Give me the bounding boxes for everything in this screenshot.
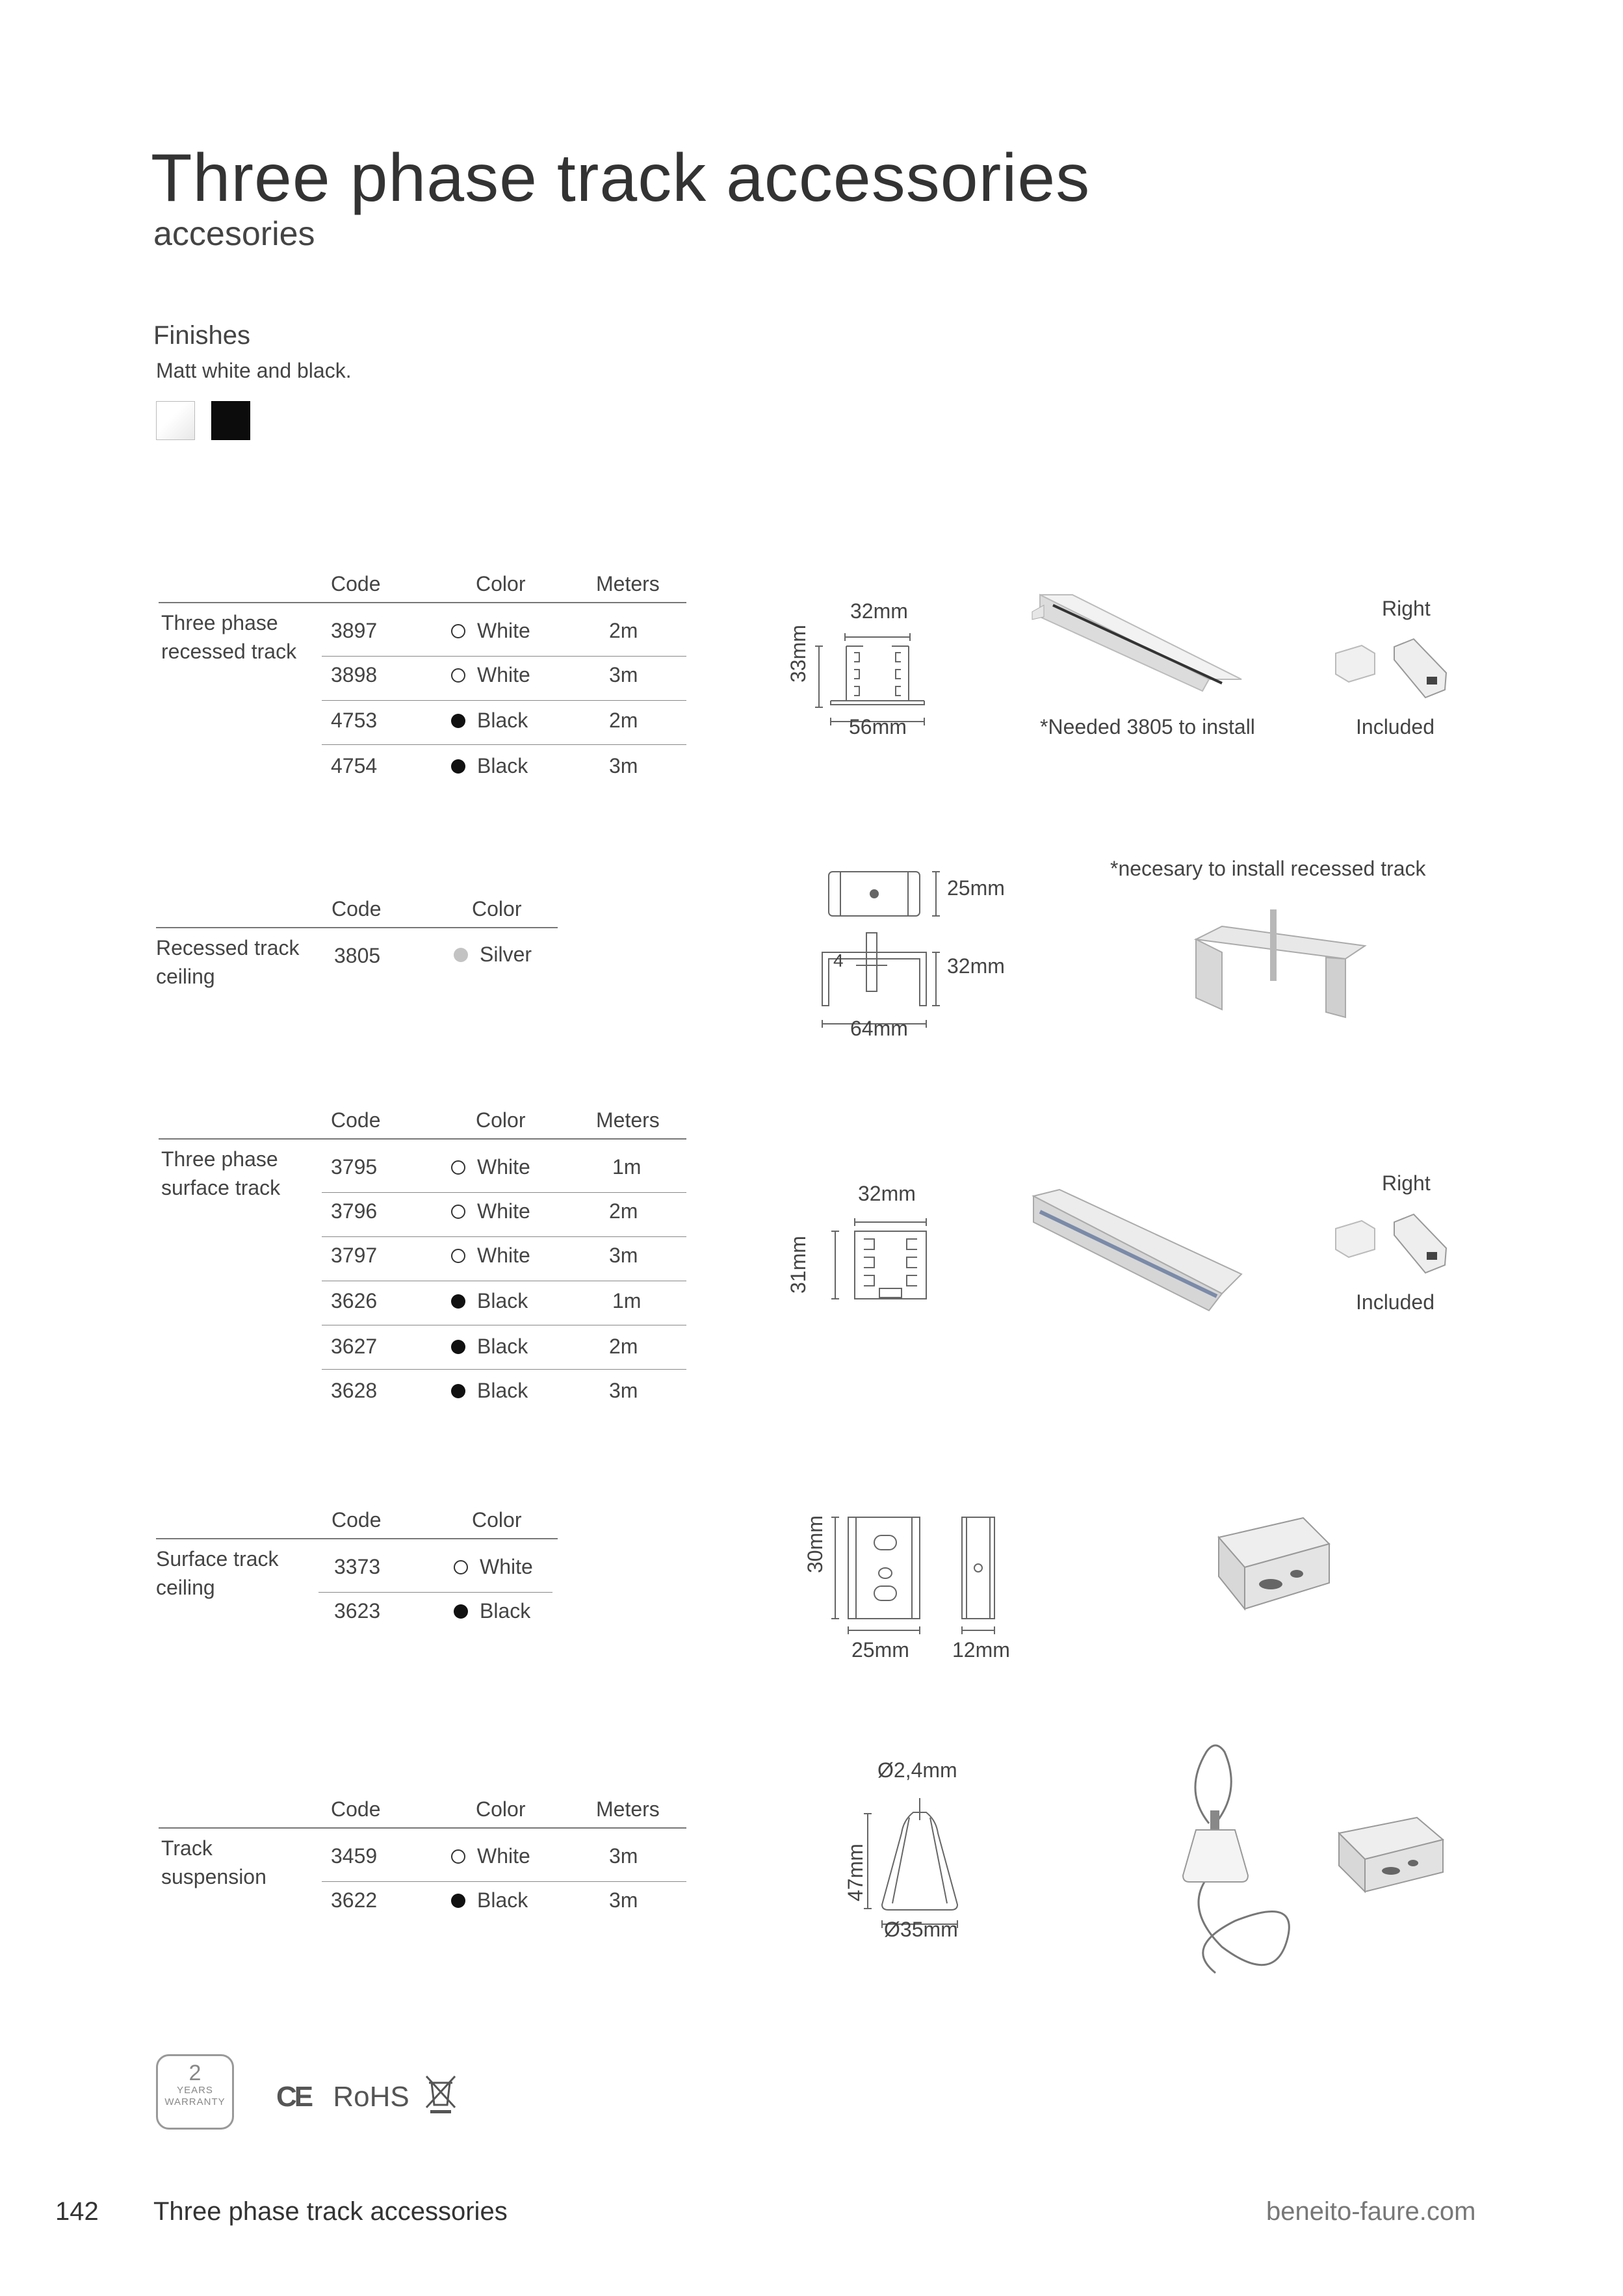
- dim-width: 64mm: [850, 1017, 908, 1040]
- page-number: 142: [55, 2197, 99, 2226]
- page-title: Three phase track accessories: [151, 140, 1091, 216]
- col-header-meters: Meters: [596, 1797, 660, 1821]
- col-header-color: Color: [472, 897, 522, 920]
- white-dot-icon: [454, 1560, 468, 1574]
- table-row: 3623 Black: [334, 1599, 531, 1623]
- silver-dot-icon: [454, 948, 468, 962]
- dim-width-bottom: 56mm: [849, 715, 907, 738]
- dim-height: 31mm: [786, 1236, 810, 1294]
- table-row: 3627 Black 2m: [322, 1325, 686, 1370]
- dim-width-top: 32mm: [850, 599, 908, 623]
- white-dot-icon: [451, 624, 465, 638]
- install-note: *Needed 3805 to install: [1040, 715, 1255, 738]
- surface-ceiling-drawing: [822, 1508, 1024, 1638]
- black-dot-icon: [451, 1384, 465, 1398]
- col-header-meters: Meters: [596, 1108, 660, 1132]
- dim-width: 32mm: [858, 1182, 916, 1205]
- surface-track-table: [159, 1108, 686, 1414]
- install-note: *necesary to install recessed track: [1110, 857, 1426, 880]
- col-header-color: Color: [476, 1797, 526, 1821]
- end-cap-photo: [1329, 634, 1453, 699]
- end-cap-photo: [1329, 1209, 1453, 1274]
- white-dot-icon: [451, 1160, 465, 1175]
- product-name: Track suspension: [161, 1836, 266, 1888]
- finishes-text: Matt white and black.: [156, 359, 352, 382]
- dim-small: 4: [833, 950, 844, 971]
- dim-height: 33mm: [786, 625, 810, 683]
- recessed-track-table: [159, 572, 686, 787]
- table-row: 3459 White 3m: [322, 1829, 686, 1873]
- suspension-table: [159, 1797, 686, 1927]
- dim-height: 47mm: [844, 1844, 867, 1901]
- finishes-heading: Finishes: [153, 321, 250, 350]
- table-row: 3373 White: [318, 1539, 552, 1584]
- suspension-photo: [1144, 1726, 1313, 1999]
- warranty-badge: 2 YEARS WARRANTY: [156, 2054, 234, 2130]
- col-header-color: Color: [472, 1508, 522, 1532]
- col-header-color: Color: [476, 1108, 526, 1132]
- product-name: Three phase surface track: [161, 1147, 281, 1199]
- dim-depth: 25mm: [947, 876, 1005, 900]
- finish-swatch-black: [211, 401, 250, 440]
- col-header-color: Color: [476, 572, 526, 595]
- recessed-ceiling-photo: [1183, 907, 1371, 1024]
- table-row: 4753 Black 2m: [322, 701, 686, 745]
- page-subtitle: accesories: [153, 215, 315, 253]
- certification-marks: [276, 2074, 458, 2114]
- table-row: 3795 White 1m: [322, 1140, 686, 1184]
- end-cap-status: Included: [1356, 715, 1435, 738]
- table-row: 4754 Black 3m: [331, 754, 638, 777]
- white-dot-icon: [451, 1849, 465, 1864]
- dim-width: 25mm: [851, 1638, 909, 1662]
- table-row: 3898 White 3m: [322, 657, 686, 701]
- end-cap-status: Included: [1356, 1290, 1435, 1314]
- table-row: 3628 Black 3m: [331, 1379, 638, 1402]
- dim-height: 32mm: [947, 954, 1005, 978]
- surface-ceiling-table: [156, 1508, 558, 1625]
- table-row: 3622 Black 3m: [331, 1888, 638, 1912]
- weee-bin-icon: [424, 2074, 458, 2114]
- black-dot-icon: [451, 1340, 465, 1354]
- footer-url-link[interactable]: beneito-faure.com: [1266, 2197, 1476, 2226]
- finish-swatch-white: [156, 401, 195, 440]
- dim-wire: Ø2,4mm: [877, 1758, 957, 1782]
- surface-ceiling-photo: [1206, 1511, 1336, 1615]
- product-name: Recessed track ceiling: [156, 936, 300, 988]
- recessed-track-photo: [1027, 588, 1248, 692]
- dim-base: Ø35mm: [884, 1918, 958, 1941]
- footer-title: Three phase track accessories: [153, 2197, 508, 2226]
- recessed-track-profile-drawing: [799, 631, 955, 728]
- table-row: 3796 White 2m: [322, 1193, 686, 1237]
- col-header-code: Code: [331, 1508, 382, 1532]
- recessed-ceiling-drawing: [803, 861, 952, 1030]
- product-name: Three phase recessed track: [161, 611, 297, 663]
- recessed-ceiling-table: [156, 897, 558, 988]
- dim-height: 30mm: [803, 1515, 827, 1573]
- rohs-mark: RoHS: [333, 2081, 409, 2113]
- end-cap-label: Right: [1382, 597, 1431, 620]
- table-row: 3797 White 3m: [322, 1237, 686, 1281]
- col-header-code: Code: [331, 572, 381, 595]
- suspension-adapter-photo: [1332, 1814, 1449, 1898]
- ce-mark-icon: CE: [276, 2081, 311, 2113]
- col-header-meters: Meters: [596, 572, 660, 595]
- white-dot-icon: [451, 1205, 465, 1219]
- white-dot-icon: [451, 1249, 465, 1263]
- product-name: Surface track ceiling: [156, 1547, 279, 1599]
- table-row: 3897 White 2m: [322, 603, 686, 647]
- surface-track-profile-drawing: [816, 1216, 946, 1307]
- col-header-code: Code: [331, 1108, 381, 1132]
- dim-depth: 12mm: [952, 1638, 1010, 1662]
- white-dot-icon: [451, 668, 465, 683]
- black-dot-icon: [451, 1294, 465, 1309]
- col-header-code: Code: [331, 1797, 381, 1821]
- end-cap-label: Right: [1382, 1171, 1431, 1195]
- surface-track-photo: [1027, 1183, 1248, 1313]
- black-dot-icon: [451, 714, 465, 728]
- table-row: 3805 Silver: [334, 943, 532, 967]
- black-dot-icon: [451, 759, 465, 774]
- col-header-code: Code: [331, 897, 382, 920]
- table-row: 3626 Black 1m: [322, 1281, 686, 1325]
- black-dot-icon: [454, 1604, 468, 1619]
- black-dot-icon: [451, 1894, 465, 1908]
